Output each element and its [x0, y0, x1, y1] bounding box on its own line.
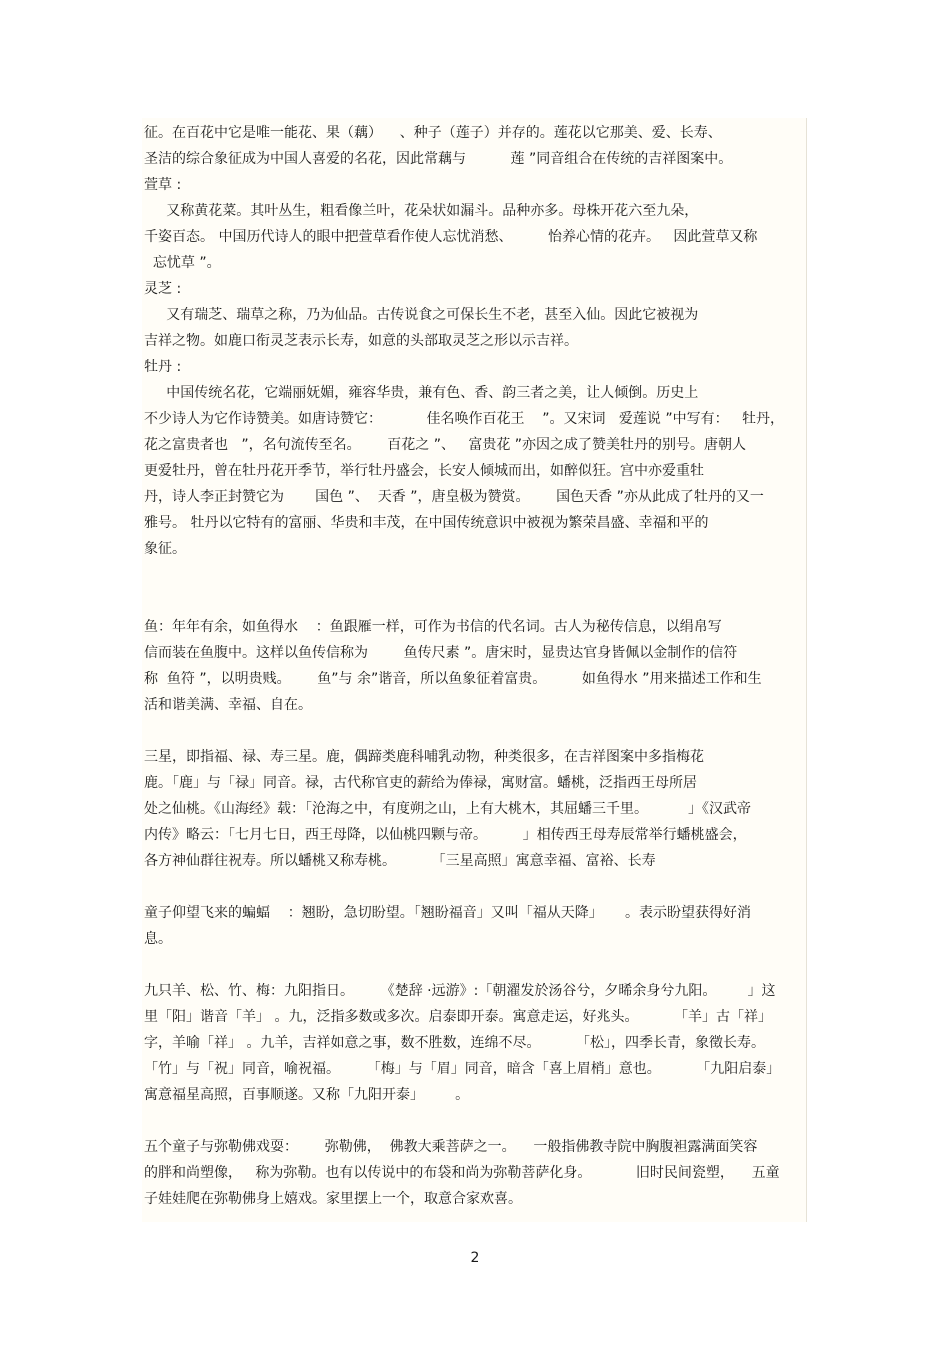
- text-line: 又称黄花菜。其叶丛生，粗看像兰叶，花朵状如漏斗。品种亦多。母株开花六至九朵，: [144, 203, 699, 219]
- text-line: 信而装在鱼腹中。这样以鱼传信称为 鱼传尺素 ”。唐宋时，显贵达官身皆佩以金制作的信符: [144, 645, 738, 661]
- text-line: 里「阳」谐音「羊」 。九，泛指多数或多次。启泰即开泰。寓意走运，好兆头。 「羊」古「祥」: [144, 1009, 773, 1025]
- paragraph-fish: 鱼：年年有余，如鱼得水 ：鱼跟雁一样，可作为书信的代名词。古人为秘传信息，以绢帛写: [144, 619, 722, 635]
- text-line: 活和谐美满、幸福、自在。: [144, 697, 312, 713]
- text-line: 吉祥之物。如鹿口衔灵芝表示长寿，如意的头部取灵芝之形以示吉祥。: [144, 333, 578, 349]
- text-line: 鹿。「鹿」与「禄」同音。禄，古代称官吏的薪给为俸禄，寓财富。蟠桃，泛指西王母所居: [144, 775, 697, 791]
- text-line: 征。在百花中它是唯一能花、果（藕） 、种子（莲子）并存的。莲花以它那美、爱、长寿、: [144, 125, 722, 141]
- text-line: 花之富贵者也 ”，名句流传至名。 百花之 ”、 富贵花 ”亦因之成了赞美牡丹的别号。唐朝人: [144, 437, 747, 453]
- text-line: 的胖和尚塑像， 称为弥勒。也有以传说中的布袋和尚为弥勒菩萨化身。 旧时民间瓷塑， 五童: [144, 1165, 780, 1181]
- section-heading-xuancao: 萱草 :: [144, 177, 182, 193]
- paragraph-child-bat: 童子仰望飞来的蝙蝠 ：翘盼，急切盼望。「翘盼福音」又叫「福从天降」 。表示盼望获得好消: [144, 905, 752, 921]
- paragraph-nine-sheep: 九只羊、松、竹、梅：九阳指日。 《楚辞 ·远游》:「朝濯发於汤谷兮，夕晞余身兮九阳。 」这: [144, 983, 776, 999]
- text-line: 更爱牡丹，曾在牡丹花开季节，举行牡丹盛会，长安人倾城而出，如醉似狂。宫中亦爱重牡: [144, 463, 704, 479]
- text-line: 处之仙桃。《山海经》载：「沧海之中，有度朔之山，上有大桃木，其屈蟠三千里。 」《汉武帝: [144, 801, 752, 817]
- text-line: 丹，诗人李正封赞它为 国色 ”、 天香 ”，唐皇极为赞赏。 国色天香 ”亦从此成了牡丹的又一: [144, 489, 764, 505]
- text-line: 不少诗人为它作诗赞美。如唐诗赞它： 佳名唤作百花王 ”。又宋词 爱莲说 ”中写有： 牡丹，: [144, 411, 784, 427]
- paragraph-three-stars: 三星，即指福、禄、寿三星。鹿，偶蹄类鹿科哺乳动物，种类很多，在吉祥图案中多指梅花: [144, 749, 704, 765]
- text-line: 又有瑞芝、瑞草之称，乃为仙品。古传说食之可保长生不老，甚至入仙。因此它被视为: [144, 307, 699, 323]
- text-line: 雅号。 牡丹以它特有的富丽、华贵和丰茂，在中国传统意识中被视为繁荣昌盛、幸福和平的: [144, 515, 709, 531]
- text-line: 各方神仙群往祝寿。所以蟠桃又称寿桃。 「三星高照」寓意幸福、富裕、长寿: [144, 853, 656, 869]
- document-body: [144, 120, 814, 1212]
- text-line: 千姿百态。 中国历代诗人的眼中把萱草看作使人忘忧消愁、 怡养心情的花卉。 因此萱草又称: [144, 229, 758, 245]
- text-line: 「竹」与「祝」同音，喻祝福。 「梅」与「眉」同音，暗含「喜上眉梢」意也。 「九阳启泰」: [144, 1061, 781, 1077]
- text-line: 息。: [144, 931, 172, 947]
- text-line: 圣洁的综合象征成为中国人喜爱的名花，因此常藕与 莲 ”同音组合在传统的吉祥图案中。: [144, 151, 733, 167]
- section-heading-mudan: 牡丹 :: [144, 359, 182, 375]
- text-line: 称 鱼符 ”，以明贵贱。 鱼”与 余”谐音，所以鱼象征着富贵。 如鱼得水 ”用来描述工作和生: [144, 671, 762, 687]
- section-heading-lingzhi: 灵芝 :: [144, 281, 182, 297]
- text-line: 中国传统名花，它端丽妩媚，雍容华贵，兼有色、香、韵三者之美，让人倾倒。历史上: [144, 385, 699, 401]
- text-line: 子娃娃爬在弥勒佛身上嬉戏。家里摆上一个，取意合家欢喜。: [144, 1191, 522, 1207]
- text-line: 内传》略云：「七月七日，西王母降，以仙桃四颗与帝。 」相传西王母寿辰常举行蟠桃盛会，: [144, 827, 747, 843]
- text-line: 忘忧草 ”。: [144, 255, 221, 271]
- text-line: 字，羊喻「祥」 。九羊，吉祥如意之事，数不胜数，连绵不尽。 「松」，四季长青，象徵长寿。: [144, 1035, 766, 1051]
- paragraph-maitreya: 五个童子与弥勒佛戏耍： 弥勒佛， 佛教大乘菩萨之一。 一般指佛教寺院中胸腹袒露满面笑容: [144, 1139, 758, 1155]
- text-line: 寓意福星高照，百事顺遂。又称「九阳开泰」 。: [144, 1087, 470, 1103]
- text-line: 象征。: [144, 541, 186, 557]
- page-number: 2: [470, 1250, 480, 1266]
